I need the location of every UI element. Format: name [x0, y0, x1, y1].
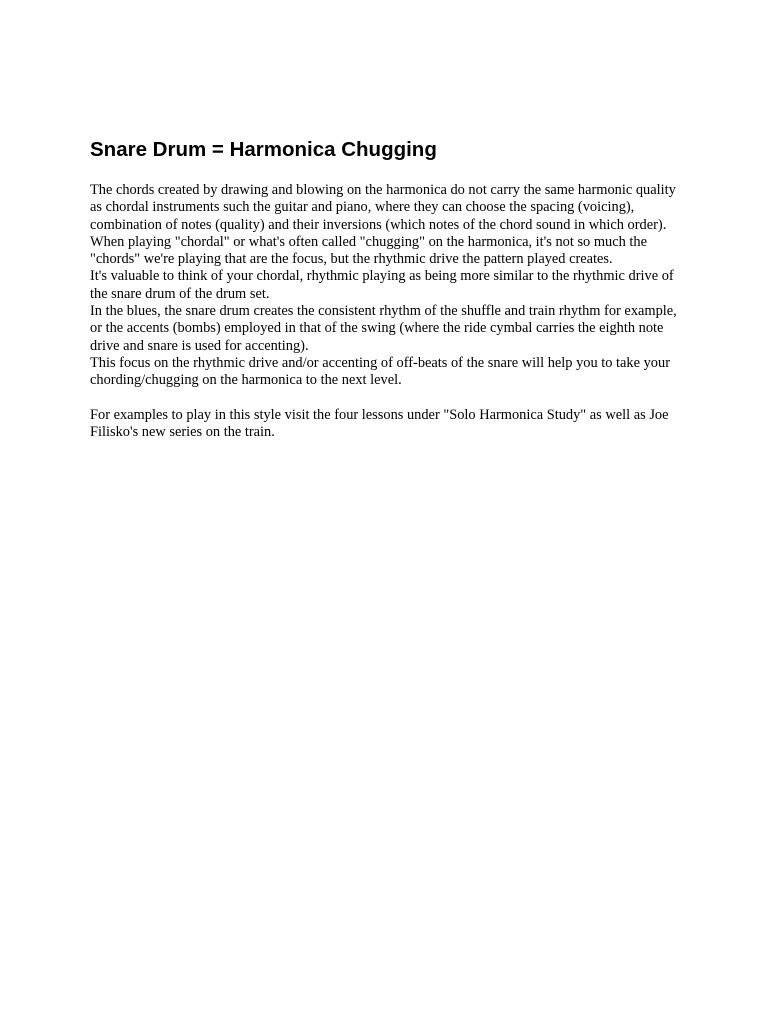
page-title: Snare Drum = Harmonica Chugging	[90, 138, 437, 161]
paragraph-snare-drum: It's valuable to think of your chordal, rhythmic playing as being more similar to the rhythmic drive of the snare drum of the drum set.	[90, 268, 674, 302]
paragraph-rhythmic-focus: This focus on the rhythmic drive and/or accenting of off-beats of the snare will help you to take your chording/chugging on the harmonica to the next level.	[90, 354, 670, 389]
paragraph-examples: For examples to play in this style visit the four lessons under "Solo Harmonica Study" as well as Joe Filisko's new series on the train.	[90, 406, 669, 441]
paragraph-chords: The chords created by drawing and blowing on the harmonica do not carry the same harmonic quality as chordal instruments such the guitar and piano, where they can choose the spacing (voicing), combination of notes (quality) and their inversions (which notes of the chord sound in which order).	[90, 182, 676, 233]
document-body	[90, 182, 680, 441]
paragraph-spacer	[90, 390, 680, 407]
paragraph-blues: In the blues, the snare drum creates the consistent rhythm of the shuffle and train rhythm for example, or the accents (bombs) employed in that of the swing (where the ride cymbal carries the eighth note drive and snare is used for accenting).	[90, 303, 677, 354]
document-page	[90, 136, 680, 441]
paragraph-chugging: When playing "chordal" or what's often called "chugging" on the harmonica, it's not so much the "chords" we're playing that are the focus, but the rhythmic drive the pattern played creates.	[90, 233, 647, 268]
